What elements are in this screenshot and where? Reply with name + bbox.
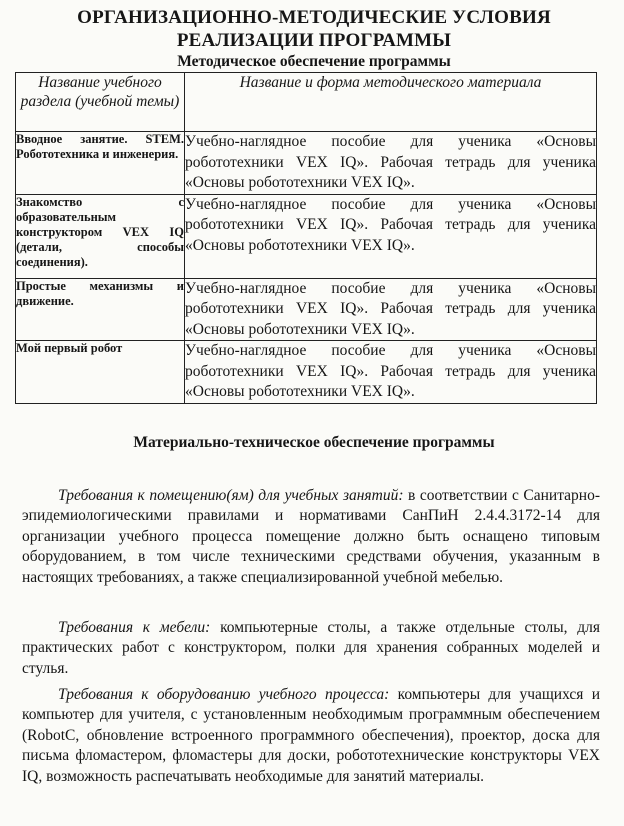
technical-heading: Материально-техническое обеспечение программы <box>133 434 495 451</box>
table-header-row <box>16 73 597 132</box>
material-cell: Учебно-наглядное пособие для ученика «Основы робототехники VEX IQ». Рабочая тетрадь для ученика «Основы робототехники VEX IQ». <box>185 194 597 278</box>
paragraph-text: в соответствии с Санитарно-эпидемиологическими правилами и нормативами СанПиН 2.4.4.3172-14 для организации учебного процесса помещение должно быть оснащено типовым оборудованием, в том числе техническими средствами обучения, указанным в настоящих требованиях, а также специализированной учебной мебелью. <box>22 487 600 586</box>
header-material: Название и форма методического материала <box>185 73 597 132</box>
topic-cell: Простые механизмы и движение. <box>16 278 185 341</box>
paragraph-label: Требования к помещению(ям) для учебных занятий: <box>58 487 404 504</box>
paragraph-label: Требования к оборудованию учебного процесса: <box>58 686 390 703</box>
furniture-requirements-paragraph <box>22 618 600 679</box>
table-row <box>16 278 597 341</box>
paragraph-text: компьютерные столы, а также отдельные столы, для практических работ с конструктором, полки для хранения собранных моделей и стулья. <box>22 619 601 677</box>
topic-cell: Знакомство с образовательным конструктором VEX IQ (детали, способы соединения). <box>16 194 185 278</box>
premises-requirements-paragraph <box>22 486 600 588</box>
document-title: ОРГАНИЗАЦИОННО-МЕТОДИЧЕСКИЕ УСЛОВИЯ РЕАЛИЗАЦИИ ПРОГРАММЫ <box>77 7 551 51</box>
equipment-requirements-paragraph <box>22 685 600 787</box>
paragraph-text: компьютеры для учащихся и компьютер для учителя, с установленным необходимым программным обеспечением (RobotC, обновление встроенного программного обеспечения), проектор, доска для письма фломастером, фломастеры для доски, робототехнические конструкторы VEX IQ, возможность распечатывать необходимые для занятий материалы. <box>22 686 600 785</box>
paragraph-label: Требования к мебели: <box>58 619 211 636</box>
material-cell: Учебно-наглядное пособие для ученика «Основы робототехники VEX IQ». Рабочая тетрадь для ученика «Основы робототехники VEX IQ». <box>185 132 597 195</box>
topic-cell: Вводное занятие. STEM. Робототехника и инженерия. <box>16 132 185 195</box>
material-cell: Учебно-наглядное пособие для ученика «Основы робототехники VEX IQ». Рабочая тетрадь для ученика «Основы робототехники VEX IQ». <box>185 278 597 341</box>
material-cell: Учебно-наглядное пособие для ученика «Основы робототехники VEX IQ». Рабочая тетрадь для ученика «Основы робототехники VEX IQ». <box>185 341 597 404</box>
topic-cell: Мой первый робот <box>16 341 185 404</box>
methods-table <box>15 72 597 404</box>
methods-heading: Методическое обеспечение программы <box>177 53 451 70</box>
table-row <box>16 132 597 195</box>
header-topic: Название учебного раздела (учебной темы) <box>16 73 185 132</box>
table-row <box>16 194 597 278</box>
table-row <box>16 341 597 404</box>
